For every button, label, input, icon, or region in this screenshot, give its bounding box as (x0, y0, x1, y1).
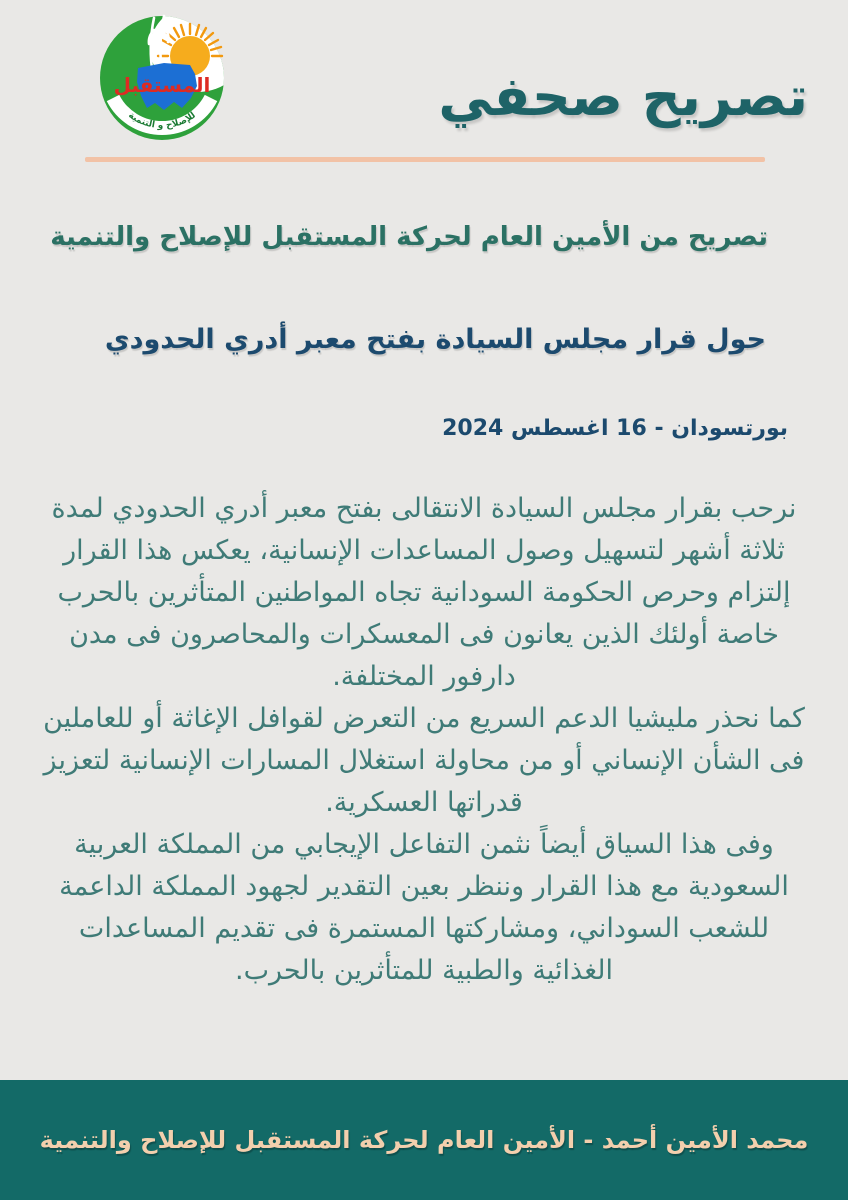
statement-heading-1: تصريح من الأمين العام لحركة المستقبل للإصلاح والتنمية (50, 222, 768, 252)
statement-paragraph: كما نحذر مليشيا الدعم السريع من التعرض لقوافل الإغاثة أو للعاملين فى الشأن الإنساني أو من محاولة استغلال المسارات الإنسانية لتعزيز قدراتها العسكرية. (43, 703, 805, 818)
logo-name-text: المستقبل (113, 73, 211, 97)
statement-heading-2: حول قرار مجلس السيادة بفتح معبر أدري الحدودي (104, 324, 766, 355)
statement-paragraph: نرحب بقرار مجلس السيادة الانتقالى بفتح معبر أدري الحدودي لمدة ثلاثة أشهر لتسهيل وصول المساعدات الإنسانية، يعكس هذا القرار إلتزام وحرص الحكومة السودانية تجاه المواطنين المتأثرين بالحرب خاصة أولئك الذين يعانون فى المعسكرات والمحاصرون فى مدن دارفور المختلفة. (51, 493, 797, 692)
movement-logo-graphic (96, 10, 234, 142)
footer-bar (0, 1080, 848, 1200)
statement-body (36, 488, 812, 992)
header-divider (85, 157, 765, 162)
movement-logo (96, 10, 234, 142)
logo-banner-text: للإصلاح و التنمية (126, 110, 198, 132)
page-title: تصريح صحفي (438, 65, 808, 128)
signature-text: محمد الأمين أحمد - الأمين العام لحركة المستقبل للإصلاح والتنمية (39, 1126, 809, 1154)
dateline: بورتسودان - 16 اغسطس 2024 (442, 416, 788, 441)
statement-paragraph: وفى هذا السياق أيضاً نثمن التفاعل الإيجابي من المملكة العربية السعودية مع هذا القرار وننظر بعين التقدير لجهود المملكة الداعمة للشعب السوداني، ومشاركتها المستمرة فى تقديم المساعدات الغذائية والطبية للمتأثرين بالحرب. (59, 829, 789, 986)
